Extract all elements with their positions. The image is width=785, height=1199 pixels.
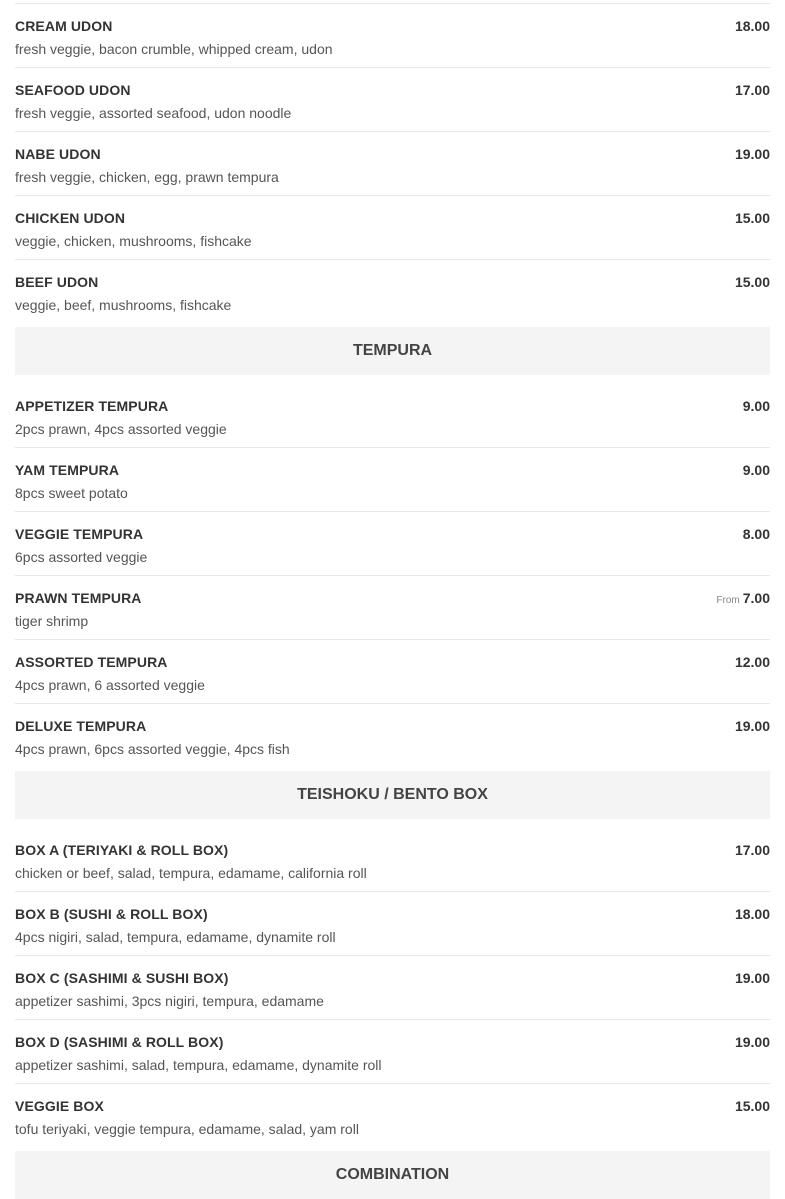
menu-item[interactable]: [15, 640, 770, 704]
menu-item[interactable]: [15, 828, 770, 892]
item-description: chicken or beef, salad, tempura, edamame, california roll: [15, 865, 367, 881]
item-price: 15.00: [734, 1098, 770, 1114]
item-name: ASSORTED TEMPURA: [15, 654, 168, 670]
menu-item[interactable]: [15, 384, 770, 448]
section-header-tempura: TEMPURA: [15, 327, 770, 375]
item-name: BOX C (SASHIMI & SUSHI BOX): [15, 970, 229, 986]
item-name: BOX D (SASHIMI & ROLL BOX): [15, 1034, 224, 1050]
item-price: 17.00: [734, 842, 770, 858]
item-price: 9.00: [742, 462, 770, 478]
item-name: BOX B (SUSHI & ROLL BOX): [15, 906, 208, 922]
section-header-combination: COMBINATION: [15, 1151, 770, 1199]
menu-item[interactable]: [15, 68, 770, 132]
item-description: 8pcs sweet potato: [15, 485, 128, 501]
item-description: 2pcs prawn, 4pcs assorted veggie: [15, 421, 227, 437]
menu-item[interactable]: [15, 1084, 770, 1147]
item-name: VEGGIE TEMPURA: [15, 526, 144, 542]
item-price: 18.00: [734, 906, 770, 922]
price-value: 7.00: [742, 590, 770, 606]
item-name: BEEF UDON: [15, 274, 99, 290]
item-price: 19.00: [734, 146, 770, 162]
item-description: appetizer sashimi, 3pcs nigiri, tempura, edamame: [15, 993, 324, 1009]
menu-list: [15, 3, 770, 1199]
item-name: BOX A (TERIYAKI & ROLL BOX): [15, 842, 229, 858]
item-name: CHICKEN UDON: [15, 210, 126, 226]
item-description: 4pcs prawn, 6pcs assorted veggie, 4pcs fish: [15, 741, 290, 757]
item-price: 18.00: [734, 18, 770, 34]
menu-item[interactable]: [15, 956, 770, 1020]
price-prefix: From: [716, 595, 740, 606]
item-name: DELUXE TEMPURA: [15, 718, 147, 734]
item-name: APPETIZER TEMPURA: [15, 398, 169, 414]
item-description: appetizer sashimi, salad, tempura, edamame, dynamite roll: [15, 1057, 382, 1073]
menu-item[interactable]: [15, 4, 770, 68]
item-name: SEAFOOD UDON: [15, 82, 131, 98]
menu-item[interactable]: [15, 448, 770, 512]
menu-item[interactable]: [15, 1020, 770, 1084]
menu-item[interactable]: [15, 132, 770, 196]
item-price: [716, 590, 770, 606]
menu-item[interactable]: [15, 512, 770, 576]
item-name: NABE UDON: [15, 146, 101, 162]
item-price: 15.00: [734, 274, 770, 290]
menu-item[interactable]: [15, 196, 770, 260]
menu-item[interactable]: [15, 260, 770, 323]
section-header-bento-box: TEISHOKU / BENTO BOX: [15, 771, 770, 819]
item-description: fresh veggie, assorted seafood, udon noodle: [15, 105, 292, 121]
item-description: tofu teriyaki, veggie tempura, edamame, salad, yam roll: [15, 1121, 359, 1137]
item-description: 4pcs nigiri, salad, tempura, edamame, dynamite roll: [15, 929, 336, 945]
menu-item[interactable]: [15, 704, 770, 767]
menu-item[interactable]: [15, 892, 770, 956]
item-name: PRAWN TEMPURA: [15, 590, 142, 606]
item-description: fresh veggie, chicken, egg, prawn tempura: [15, 169, 279, 185]
item-description: 4pcs prawn, 6 assorted veggie: [15, 677, 205, 693]
item-description: veggie, beef, mushrooms, fishcake: [15, 297, 232, 313]
item-price: 19.00: [734, 718, 770, 734]
item-price: 19.00: [734, 970, 770, 986]
item-price: 12.00: [734, 654, 770, 670]
item-name: YAM TEMPURA: [15, 462, 120, 478]
item-description: tiger shrimp: [15, 613, 89, 629]
item-price: 8.00: [742, 526, 770, 542]
item-description: fresh veggie, bacon crumble, whipped cream, udon: [15, 41, 333, 57]
item-price: 19.00: [734, 1034, 770, 1050]
item-name: CREAM UDON: [15, 18, 113, 34]
item-description: 6pcs assorted veggie: [15, 549, 148, 565]
item-price: 9.00: [742, 398, 770, 414]
item-price: 17.00: [734, 82, 770, 98]
item-name: VEGGIE BOX: [15, 1098, 104, 1114]
item-description: veggie, chicken, mushrooms, fishcake: [15, 233, 252, 249]
menu-item[interactable]: [15, 576, 770, 640]
item-price: 15.00: [734, 210, 770, 226]
